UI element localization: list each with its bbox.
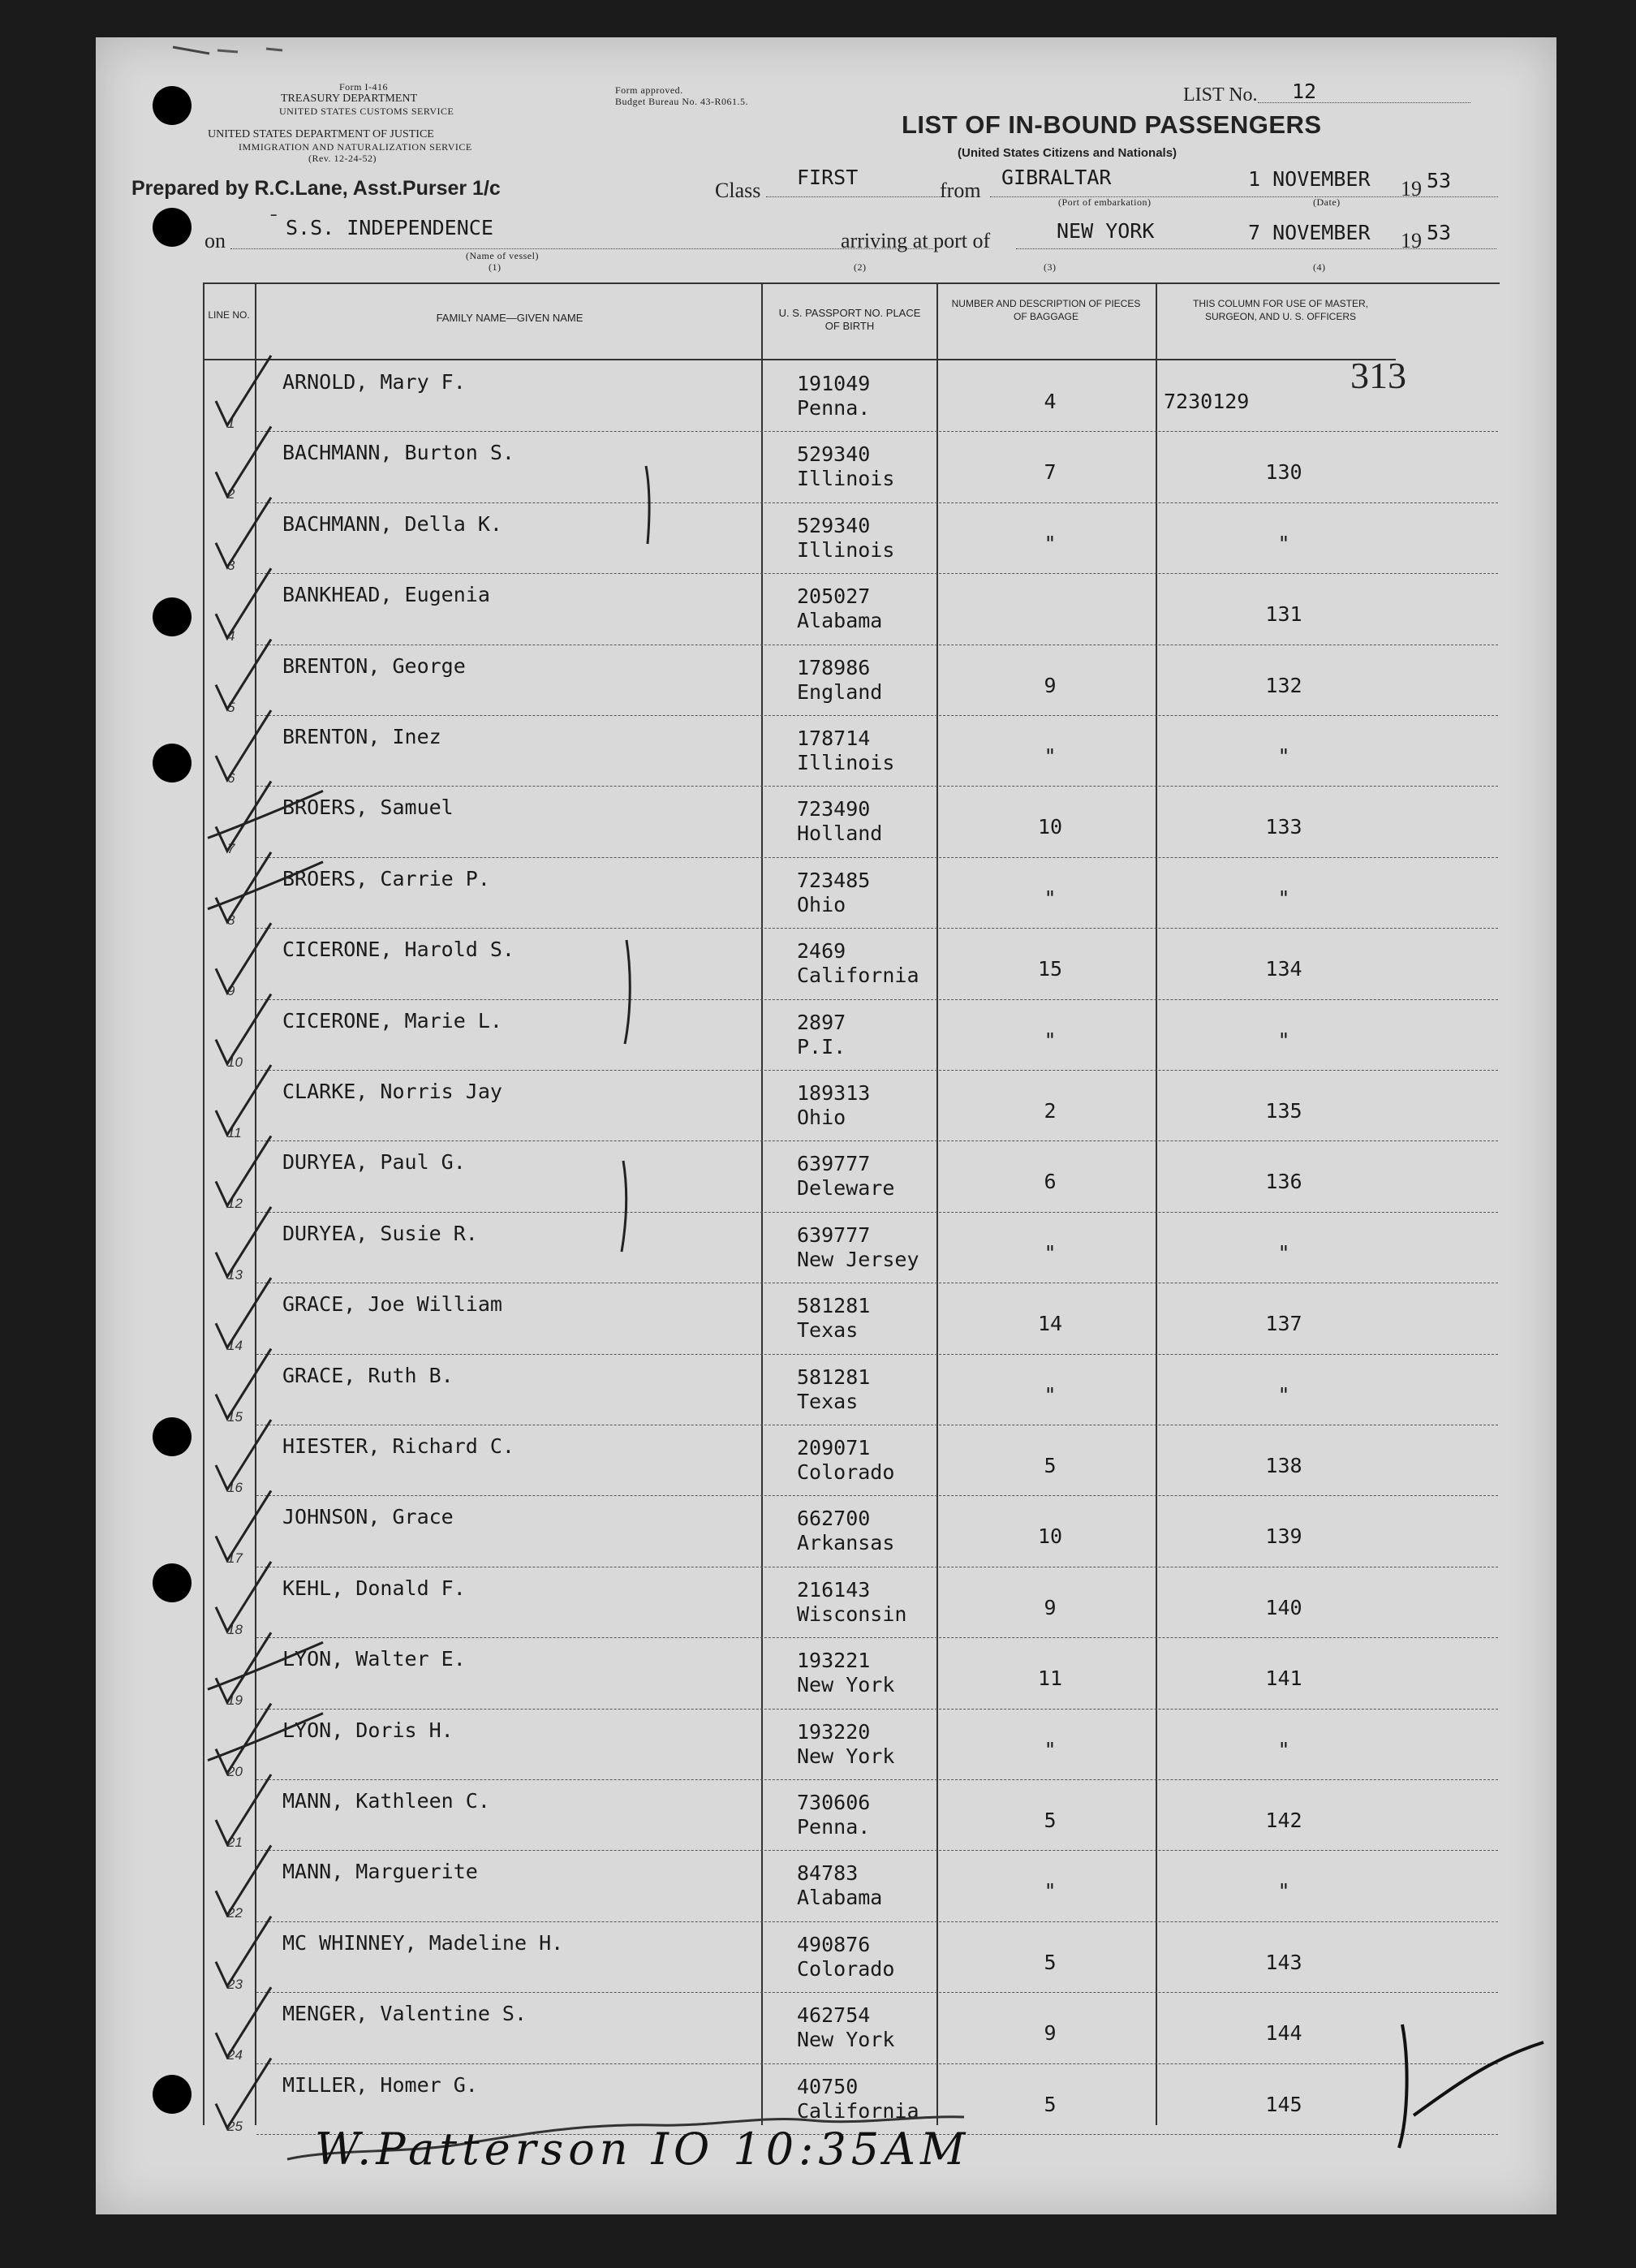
passenger-name: BACHMANN, Burton S. (282, 441, 514, 465)
passport-number: 2897 (797, 1010, 846, 1034)
place-of-birth: England (797, 679, 883, 704)
line-number: 21 (227, 1835, 243, 1850)
line-number: 18 (227, 1621, 243, 1637)
on-label: on (204, 229, 226, 252)
manifest-subtitle: (United States Citizens and Nationals) (958, 146, 1177, 160)
col-name: FAMILY NAME—GIVEN NAME (436, 312, 583, 324)
baggage-count: 14 (1037, 1312, 1063, 1336)
line-number: 19 (227, 1692, 243, 1709)
caption-1: (1) (489, 261, 502, 273)
place-of-birth: Illinois (797, 537, 895, 562)
passport-number: 662700 (797, 1507, 871, 1531)
passenger-name: KEHL, Donald F. (282, 1576, 466, 1600)
place-of-birth: California (797, 2098, 919, 2123)
officer-number: " (1277, 744, 1290, 768)
officer-number: 135 (1265, 1099, 1302, 1123)
officer-number: 145 (1265, 2092, 1302, 2116)
line-number: 6 (227, 770, 235, 786)
passport-number: 723490 (797, 797, 871, 821)
passport-number: 581281 (797, 1294, 871, 1318)
line-number: 10 (227, 1054, 243, 1070)
place-of-birth: Arkansas (797, 1531, 895, 1555)
place-of-birth: New York (797, 2028, 895, 2052)
baggage-count: 9 (1044, 2021, 1057, 2046)
passport-number: 205027 (797, 584, 871, 609)
list-no-label: LIST No. (1183, 84, 1258, 106)
passenger-name: LYON, Walter E. (282, 1647, 466, 1671)
manifest-title: LIST OF IN-BOUND PASSENGERS (902, 110, 1322, 139)
passenger-name: MENGER, Valentine S. (282, 2002, 527, 2026)
line-number: 20 (227, 1763, 243, 1779)
officer-number: 131 (1265, 602, 1302, 627)
form-number: Form I-416 (339, 81, 388, 93)
officer-number: " (1277, 886, 1290, 910)
justice-department: UNITED STATES DEPARTMENT OF JUSTICE (208, 128, 434, 140)
arriving-label: arriving at port of (841, 229, 991, 252)
line-number: 13 (227, 1266, 243, 1283)
place-of-birth: New York (797, 1744, 895, 1768)
passenger-name: BRENTON, George (282, 653, 466, 678)
place-of-birth: P.I. (797, 1034, 846, 1059)
baggage-count: 7 (1044, 460, 1057, 485)
passenger-name: BROERS, Carrie P. (282, 866, 490, 890)
passport-number: 193221 (797, 1649, 871, 1673)
col-officers: THIS COLUMN FOR USE OF MASTER, SURGEON, AND U. S. OFFICERS (1192, 298, 1368, 322)
place-of-birth: Penna. (797, 1815, 871, 1839)
baggage-count: 5 (1044, 1809, 1057, 1832)
port-of-embarkation-caption: (Port of embarkation) (1058, 196, 1152, 208)
manifest-page: Form I-416 TREASURY DEPARTMENT UNITED STATES CUSTOMS SERVICE UNITED STATES DEPARTMENT OF JUSTICE IMMIGRATION AND NATURALIZATION SERVICE (Rev. 12-24-52) Form approved. Budget Bureau No. 43-R061.5. LIST No. 12 LIST OF IN-BOUND PASSENGERS (United States Citizens and Nationals) Prepared by R.C.Lane, Asst.Purser 1/c Class FIRST from GIBRALTAR 1 NOVEMBER 19 53 (Port of embarkation) (Date) on ˉ S.S. INDEPENDENCE arriving at port of NEW YORK 7 NOVEMBER 19 53 (Name of vessel) (1) (2) (3) (4) LINE NO. FAMILY NAME—GIVEN NAME U. S. PASSPORT NO. PLACE OF BIRTH NUMBER AND DESCRIPTION OF PIECES OF BAGGAGE THIS COLUMN FOR USE OF MASTER, SURGEON, AND U. S. OFFICERS 313 ARNOLD, Mary F. 191049 Penna. 4 7230129 1 BACHMANN, Burton S. 529340 Illinois 7 130 2 BACHMANN, Della K. 529340 Illinois " " 3 BANKHEAD, Eugenia 205027 Alabama 131 4 BRENTON, George 178986 England 9 132 5 BRENTON, Inez 178714 Illinois " " 6 BROERS, Samuel 723490 Holland 10 133 7 BROERS, Carrie P. 723485 Ohio " " 8 CICERONE, Harold S. 2469 California 15 134 9 CICERONE, Marie L. 2897 P.I. " " 10 CLARKE, Norris Jay 189313 Ohio 2 135 11 DURYEA, Paul G. 639777 Deleware 6 136 12 DURYEA, Susie R. 639777 New Jersey " " 13 GRACE, Joe William 581281 Texas 14 137 14 GRACE, Ruth B. 581281 Texas " " 15 HIESTER, Richard C. 209071 Colorado 5 138 16 JOHNSON, Grace 662700 Arkansas 10 139 17 KEHL, Donald F. 216143 Wisconsin 9 140 18 LYON, Walter E. 193221 New York 11 141 19 LYON, Doris H. 193220 New York " " 20 MANN, Kathleen C. 730606 Penna. 5 142 21 MANN, Marguerite 84783 Alabama " " 22 MC WHINNEY, Madeline H. 490876 Colorado 5 143 23 MENGER, Valentine S. 462754 New York 9 144 24 MILLER, Homer G. 40750 California 5 145 25 W.Patterson IO 10:35AM (96, 37, 1556, 2214)
passenger-name: MANN, Marguerite (282, 1860, 478, 1884)
baggage-count: 9 (1044, 673, 1057, 697)
line-number: 5 (227, 699, 235, 715)
passport-number: 723485 (797, 868, 871, 892)
officer-number: 7230129 (1164, 390, 1250, 413)
passenger-name: JOHNSON, Grace (282, 1505, 454, 1529)
officer-number: 141 (1265, 1667, 1302, 1691)
budget-bureau: Budget Bureau No. 43-R061.5. (615, 96, 748, 107)
officer-number: " (1277, 1879, 1290, 1904)
passport-number: 639777 (797, 1152, 871, 1176)
baggage-count: " (1044, 1240, 1057, 1265)
passport-number: 529340 (797, 442, 871, 467)
baggage-count: 11 (1037, 1667, 1063, 1691)
line-number: 9 (227, 983, 235, 999)
place-of-birth: Wisconsin (797, 1602, 907, 1626)
baggage-count: " (1044, 744, 1057, 768)
baggage-count: " (1044, 531, 1057, 555)
officer-number: 137 (1265, 1312, 1302, 1336)
place-of-birth: Alabama (797, 609, 883, 633)
place-of-birth: Ohio (797, 1106, 846, 1129)
baggage-count: " (1044, 1879, 1057, 1904)
line-number: 22 (227, 1905, 243, 1921)
place-of-birth: Colorado (797, 1460, 895, 1484)
caption-3: (3) (1044, 261, 1057, 273)
officer-number: " (1277, 1240, 1290, 1265)
customs-service: UNITED STATES CUSTOMS SERVICE (279, 106, 454, 117)
passenger-name: HIESTER, Richard C. (282, 1434, 514, 1458)
officer-number: 132 (1265, 673, 1302, 697)
treasury-department: TREASURY DEPARTMENT (281, 93, 418, 105)
passenger-name: DURYEA, Paul G. (282, 1150, 466, 1175)
line-number: 7 (227, 841, 235, 857)
baggage-count: 5 (1044, 1950, 1057, 1974)
officer-number: 133 (1265, 815, 1302, 839)
officer-number: 136 (1265, 1170, 1302, 1194)
line-number: 8 (227, 912, 235, 928)
passenger-name: GRACE, Joe William (282, 1292, 502, 1317)
passenger-name: BRENTON, Inez (282, 725, 441, 748)
baggage-count: 6 (1044, 1170, 1057, 1194)
from-year-prefix: 19 (1401, 177, 1422, 200)
baggage-count: 10 (1037, 815, 1063, 839)
place-of-birth: California (797, 964, 919, 988)
revision-date: (Rev. 12-24-52) (308, 153, 377, 164)
passenger-name: MANN, Kathleen C. (282, 1789, 490, 1813)
officer-number: 138 (1265, 1454, 1302, 1477)
officer-number: 144 (1265, 2021, 1302, 2046)
ins-service: IMMIGRATION AND NATURALIZATION SERVICE (239, 141, 472, 153)
from-label: from (940, 179, 981, 202)
line-number: 11 (227, 1125, 242, 1140)
passport-number: 209071 (797, 1436, 871, 1460)
list-no-value: 12 (1292, 80, 1317, 103)
form-approved: Form approved. (615, 84, 683, 96)
officer-number: 140 (1265, 1595, 1302, 1619)
date-caption: (Date) (1313, 196, 1341, 208)
caption-2: (2) (854, 261, 867, 273)
place-of-birth: Texas (797, 1389, 859, 1413)
officer-number: " (1277, 531, 1290, 555)
passenger-name: BROERS, Samuel (282, 796, 454, 820)
baggage-count: 5 (1044, 1454, 1057, 1477)
passenger-name: BANKHEAD, Eugenia (282, 583, 490, 607)
passenger-name: LYON, Doris H. (282, 1718, 454, 1742)
passport-number: 178714 (797, 727, 871, 750)
line-number: 23 (227, 1976, 243, 1992)
passenger-name: CICERONE, Marie L. (282, 1008, 502, 1033)
line-number: 3 (227, 557, 235, 573)
line-number: 25 (227, 2118, 243, 2134)
line-number: 14 (227, 1338, 243, 1354)
line-number: 15 (227, 1408, 243, 1425)
baggage-count: 10 (1037, 1524, 1063, 1549)
line-number: 17 (227, 1550, 243, 1567)
col-line-no: LINE NO. (208, 309, 250, 321)
caption-4: (4) (1313, 261, 1326, 273)
stamp-number: 313 (1350, 355, 1406, 396)
passport-number: 191049 (797, 372, 871, 395)
arrival-port: NEW YORK (1057, 219, 1155, 243)
passport-number: 529340 (797, 513, 871, 537)
handwritten-marks (96, 37, 1556, 2214)
passport-number: 490876 (797, 1932, 871, 1956)
place-of-birth: Holland (797, 821, 883, 846)
line-number: 4 (227, 628, 235, 645)
passport-number: 2469 (797, 939, 846, 964)
officer-number: 130 (1265, 460, 1302, 485)
baggage-count: 5 (1044, 2092, 1057, 2116)
passenger-name: CLARKE, Norris Jay (282, 1080, 502, 1103)
passenger-name: ARNOLD, Mary F. (282, 370, 466, 394)
passport-number: 193220 (797, 1719, 871, 1744)
place-of-birth: Texas (797, 1318, 859, 1343)
embarkation-year: 53 (1427, 169, 1452, 192)
vessel-name: S.S. INDEPENDENCE (286, 216, 493, 239)
place-of-birth: New Jersey (797, 1247, 919, 1271)
passport-number: 189313 (797, 1081, 871, 1105)
passport-number: 40750 (797, 2074, 859, 2098)
prepared-by: Prepared by R.C.Lane, Asst.Purser 1/c (131, 177, 501, 200)
passenger-name: BACHMANN, Della K. (282, 511, 502, 536)
class-value: FIRST (797, 166, 859, 189)
passport-number: 216143 (797, 1577, 871, 1602)
embarkation-port: GIBRALTAR (1001, 166, 1112, 189)
place-of-birth: Alabama (797, 1886, 883, 1910)
place-of-birth: Penna. (797, 396, 871, 420)
passport-number: 581281 (797, 1365, 871, 1389)
passport-number: 178986 (797, 655, 871, 679)
line-number: 24 (227, 2047, 243, 2063)
officer-number: 134 (1265, 957, 1302, 981)
baggage-count: 4 (1044, 390, 1057, 413)
passport-number: 639777 (797, 1222, 871, 1247)
baggage-count: " (1044, 886, 1057, 910)
baggage-count: 2 (1044, 1099, 1057, 1123)
col-baggage: NUMBER AND DESCRIPTION OF PIECES OF BAGGAGE (951, 298, 1141, 322)
line-number: 16 (227, 1480, 243, 1495)
place-of-birth: Illinois (797, 751, 895, 774)
passenger-name: CICERONE, Harold S. (282, 938, 514, 962)
inspector-signature: W.Patterson IO 10:35AM (315, 2124, 971, 2175)
officer-number: " (1277, 1382, 1290, 1407)
baggage-count: 9 (1044, 1595, 1057, 1619)
place-of-birth: Illinois (797, 467, 895, 491)
arrival-year-prefix: 19 (1401, 229, 1422, 252)
vessel-caption: (Name of vessel) (466, 250, 539, 261)
place-of-birth: Ohio (797, 892, 846, 916)
officer-number: 142 (1265, 1809, 1302, 1832)
col-passport: U. S. PASSPORT NO. PLACE OF BIRTH (778, 307, 921, 332)
passenger-name: GRACE, Ruth B. (282, 1363, 454, 1387)
passenger-name: DURYEA, Susie R. (282, 1221, 478, 1245)
place-of-birth: New York (797, 1673, 895, 1697)
officer-number: " (1277, 1737, 1290, 1761)
arrival-year: 53 (1427, 221, 1452, 244)
baggage-count: 15 (1037, 957, 1063, 981)
line-number: 12 (227, 1196, 243, 1212)
baggage-count: " (1044, 1737, 1057, 1761)
line-number: 2 (227, 486, 235, 502)
passport-number: 84783 (797, 1861, 859, 1886)
embarkation-date: 1 NOVEMBER (1248, 167, 1371, 191)
passenger-name: MC WHINNEY, Madeline H. (282, 1930, 564, 1955)
passenger-name: MILLER, Homer G. (282, 2072, 478, 2097)
baggage-count: " (1044, 1382, 1057, 1407)
place-of-birth: Deleware (797, 1176, 895, 1201)
officer-number: " (1277, 1028, 1290, 1052)
passport-number: 730606 (797, 1791, 871, 1814)
officer-number: 139 (1265, 1524, 1302, 1549)
line-number: 1 (227, 416, 235, 431)
place-of-birth: Colorado (797, 1956, 895, 1981)
class-label: Class (715, 179, 761, 202)
passport-number: 462754 (797, 2003, 871, 2028)
baggage-count: " (1044, 1028, 1057, 1052)
arrival-date: 7 NOVEMBER (1248, 221, 1371, 244)
officer-number: 143 (1265, 1950, 1302, 1974)
